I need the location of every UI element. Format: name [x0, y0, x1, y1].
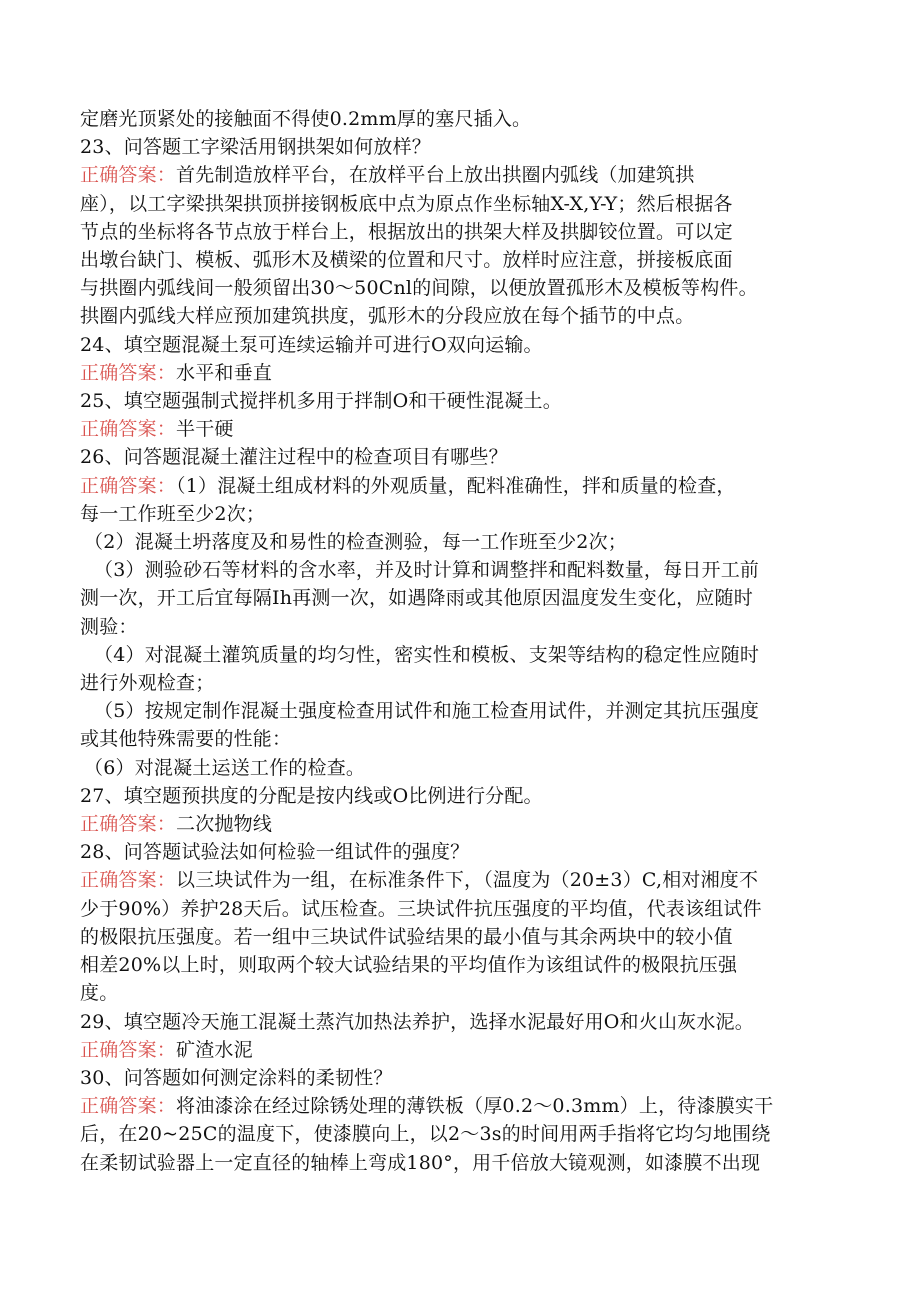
text-line	[80, 500, 840, 528]
line-text: 水平和垂直	[176, 361, 273, 384]
line-text: 相差20%以上时，则取两个较大试验结果的平均值作为该组试件的极限抗压强	[80, 954, 738, 977]
text-line	[80, 754, 840, 782]
answer-label: 正确答案：	[80, 1095, 177, 1118]
line-text: 拱圈内弧线大样应预加建筑拱度，弧形木的分段应放在每个插节的中点。	[80, 305, 695, 328]
answer-label: 正确答案：	[80, 361, 177, 384]
line-text: 首先制造放样平台，在放样平台上放出拱圈内弧线（加建筑拱	[176, 164, 695, 187]
line-text: （4）对混凝土灌筑质量的均匀性，密实性和模板、支架等结构的稳定性应随时	[94, 643, 760, 666]
text-line	[80, 725, 840, 753]
line-text: 每一工作班至少2次；	[80, 502, 266, 525]
text-line	[80, 105, 840, 133]
answer-line	[80, 1092, 840, 1120]
line-text: 27、填空题预拱度的分配是按内线或O比例进行分配。	[80, 784, 543, 807]
line-text: 定磨光顶紧处的接触面不得使0.2mm厚的塞尺插入。	[80, 108, 532, 130]
line-text: 测验：	[80, 615, 138, 638]
answer-label: 正确答案：	[80, 418, 177, 441]
line-text: 以三块试件为一组，在标准条件下，（温度为（20±3）C,相对湘度不	[176, 869, 759, 892]
answer-line	[80, 866, 840, 894]
line-text: 将油漆涂在经过除锈处理的薄铁板（厚0.2～0.3mm）上，待漆膜实干	[176, 1095, 774, 1118]
line-text: 度。	[80, 982, 119, 1005]
text-line	[80, 923, 840, 951]
text-line	[80, 697, 840, 725]
question-line	[80, 133, 840, 161]
line-text: 或其他特殊需要的性能：	[80, 728, 292, 751]
text-line	[80, 556, 840, 584]
line-text: 24、填空题混凝土泵可连续运输并可进行O双向运输。	[80, 333, 543, 356]
answer-line	[80, 415, 840, 443]
answer-line	[80, 472, 840, 500]
text-line	[80, 613, 840, 641]
text-line	[80, 302, 840, 330]
line-text: 30、问答题如何测定涂料的柔韧性？	[80, 1066, 393, 1089]
line-text: 进行外观检查；	[80, 672, 215, 695]
line-text: （2）混凝土坍落度及和易性的检查测验，每一工作班至少2次；	[84, 531, 627, 554]
question-line	[80, 1064, 840, 1092]
text-line	[80, 584, 840, 612]
question-line	[80, 387, 840, 415]
line-text: 少于90%）养护28天后。试压检查。三块试件抗压强度的平均值，代表该组试件	[80, 897, 762, 920]
line-text: 28、问答题试验法如何检验一组试件的强度？	[80, 841, 470, 864]
text-line	[80, 669, 840, 697]
line-text: 矿渣水泥	[176, 1038, 253, 1061]
text-line	[80, 951, 840, 979]
question-line	[80, 782, 840, 810]
text-line	[80, 190, 840, 218]
line-text: 后，在20~25C的温度下，使漆膜向上，以2～3s的时间用两手指将它均匀地围绕	[80, 1123, 771, 1146]
answer-label: 正确答案：	[80, 474, 177, 497]
text-line	[80, 895, 840, 923]
answer-label: 正确答案：	[80, 1038, 177, 1061]
line-text: 与拱圈内弧线间一般须留出30～50Cnl的间隙，以便放置孤形木及模板等构件。	[80, 277, 758, 300]
answer-label: 正确答案：	[80, 869, 177, 892]
line-text: 23、问答题工字梁活用钢拱架如何放样？	[80, 136, 431, 159]
text-line	[80, 274, 840, 302]
line-text: 的极限抗压强度。若一组中三块试件试验结果的最小值与其余两块中的较小值	[80, 925, 733, 948]
answer-line	[80, 161, 840, 189]
line-text: 测一次，开工后宜每隔Ih再测一次，如遇降雨或其他原因温度发生变化，应随时	[80, 587, 753, 610]
text-line	[80, 979, 840, 1007]
text-line	[80, 641, 840, 669]
text-line	[80, 1149, 840, 1177]
text-line	[80, 218, 840, 246]
document-body	[80, 105, 840, 1177]
line-text: 座），以工字梁拱架拱顶拼接钢板底中点为原点作坐标轴X-X,Y-Y；然后根据各	[80, 192, 733, 215]
line-text: 半干硬	[176, 418, 234, 441]
question-line	[80, 443, 840, 471]
line-text: （5）按规定制作混凝土强度检查用试件和施工检查用试件，并测定其抗压强度	[94, 700, 760, 723]
line-text: （3）测验砂石等材料的含水率，并及时计算和调整拌和配料数量，每日开工前	[94, 559, 760, 582]
question-line	[80, 838, 840, 866]
answer-label: 正确答案：	[80, 164, 177, 187]
line-text: 25、填空题强制式搅拌机多用于拌制O和干硬性混凝土。	[80, 390, 562, 413]
answer-label: 正确答案：	[80, 813, 177, 836]
question-line	[80, 331, 840, 359]
line-text: 出墩台缺门、模板、弧形木及横梁的位置和尺寸。放样时应注意，拼接板底面	[80, 249, 733, 272]
line-text: 29、填空题冷天施工混凝土蒸汽加热法养护，选择水泥最好用O和火山灰水泥。	[80, 1010, 754, 1033]
answer-line	[80, 359, 840, 387]
line-text: 节点的坐标将各节点放于样台上，根据放出的拱架大样及拱脚铰位置。可以定	[80, 220, 733, 243]
answer-line	[80, 810, 840, 838]
text-line	[80, 528, 840, 556]
line-text: 在柔韧试验器上一定直径的轴棒上弯成180°，用千倍放大镜观测，如漆膜不出现	[80, 1151, 761, 1174]
line-text: 26、问答题混凝土灌注过程中的检查项目有哪些？	[80, 446, 508, 469]
question-line	[80, 1008, 840, 1036]
line-text: （6）对混凝土运送工作的检查。	[84, 756, 366, 779]
line-text: 二次抛物线	[176, 813, 273, 836]
text-line	[80, 246, 840, 274]
line-text: （1）混凝土组成材料的外观质量，配料准确性，拌和质量的检查，	[176, 474, 736, 497]
text-line	[80, 1120, 840, 1148]
answer-line	[80, 1036, 840, 1064]
